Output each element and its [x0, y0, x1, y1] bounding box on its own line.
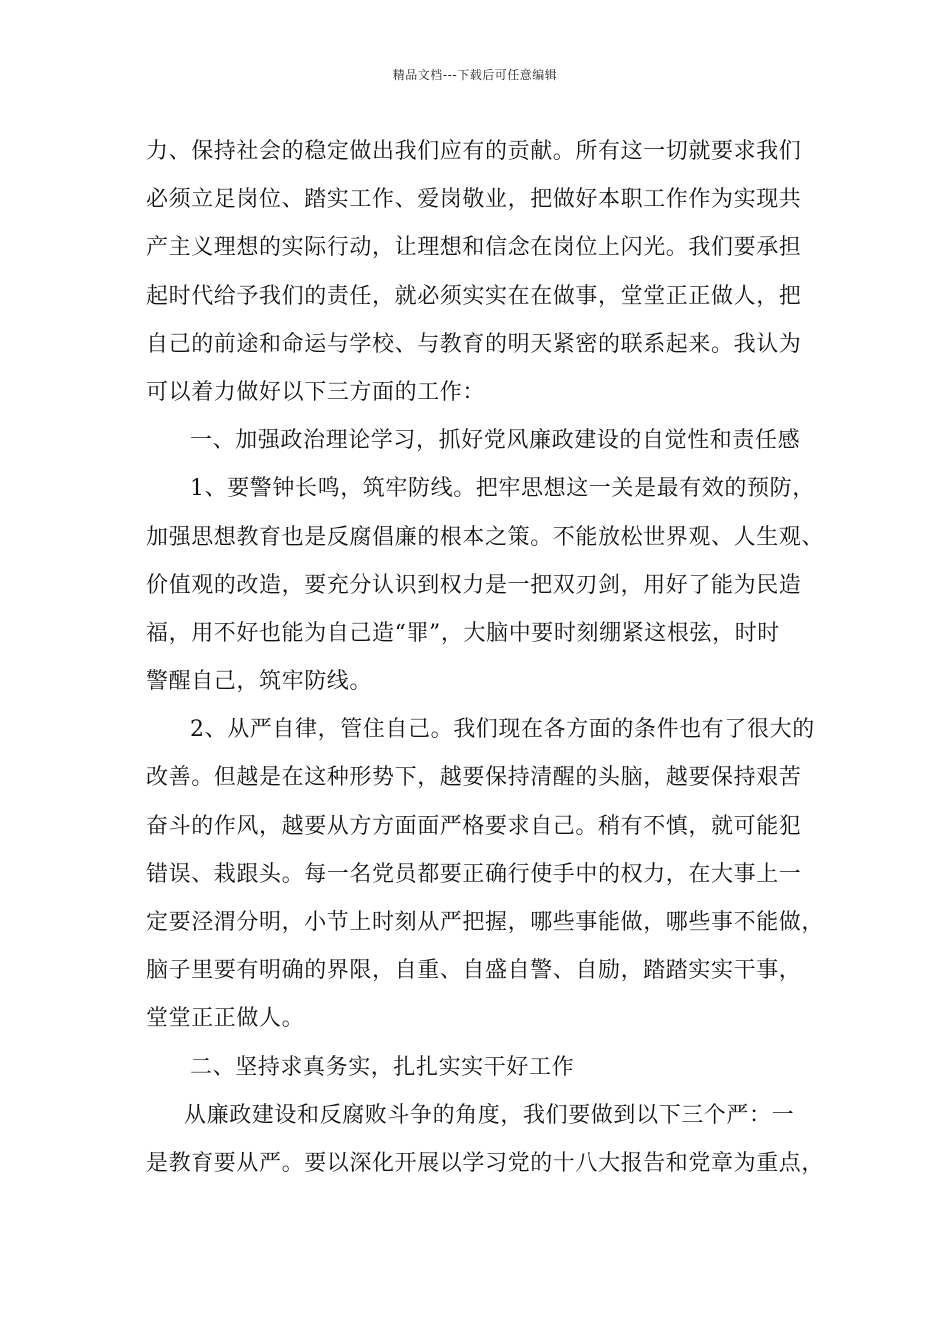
text-line: 力、保持社会的稳定做出我们应有的贡献。所有这一切就要求我们: [146, 139, 802, 164]
text-line: 1、要警钟长鸣，筑牢防线。把牢思想这一关是最有效的预防，: [190, 476, 815, 502]
text-line: 堂堂正正做人。: [146, 1006, 305, 1032]
section-heading: 一、加强政治理论学习，抓好党风廉政建设的自觉性和责任感: [190, 428, 801, 454]
section-heading: 二、坚持求真务实，扎扎实实干好工作: [190, 1054, 575, 1080]
text-line: 定要泾渭分明，小节上时刻从严把握，哪些事能做，哪些事不能做，: [146, 910, 825, 935]
text-line: 奋斗的作风，越要从方方面面严格要求自己。稍有不慎，就可能犯: [146, 813, 802, 839]
text-line: 价值观的改造，要充分认识到权力是一把双刃剑，用好了能为民造: [146, 572, 802, 598]
text-line: 起时代给予我们的责任，就必须实实在在做事，堂堂正正做人，把: [146, 283, 802, 309]
text-line: 脑子里要有明确的界限，自重、自盛自警、自励，踏踏实实干事，: [146, 958, 802, 984]
page-header: 精品文档---下载后可任意编辑: [392, 68, 558, 82]
document-body: [146, 128, 826, 1188]
text-line: 警醒自己，筑牢防线。: [146, 669, 373, 695]
text-line: 必须立足岗位、踏实工作、爱岗敬业，把做好本职工作作为实现共: [146, 187, 802, 213]
text-line: 错误、栽跟头。每一名党员都要正确行使手中的权力，在大事上一: [146, 861, 802, 887]
text-line: 2、从严自律，管住自己。我们现在各方面的条件也有了很大的: [190, 717, 815, 743]
text-line: 改善。但越是在这种形势下，越要保持清醒的头脑，越要保持艰苦: [146, 765, 802, 791]
text-line: 可以着力做好以下三方面的工作：: [146, 379, 486, 405]
text-line: 福，用不好也能为自己造“罪”，大脑中要时刻绷紧这根弦，时时: [146, 620, 780, 646]
text-line: 从廉政建设和反腐败斗争的角度，我们要做到以下三个严：一: [184, 1102, 795, 1128]
text-line: 加强思想教育也是反腐倡廉的根本之策。不能放松世界观、人生观、: [146, 524, 825, 550]
text-line: 产主义理想的实际行动，让理想和信念在岗位上闪光。我们要承担: [146, 235, 802, 261]
text-line: 是教育要从严。要以深化开展以学习党的十八大报告和党章为重点，: [146, 1150, 825, 1176]
text-line: 自己的前途和命运与学校、与教育的明天紧密的联系起来。我认为: [146, 331, 802, 357]
